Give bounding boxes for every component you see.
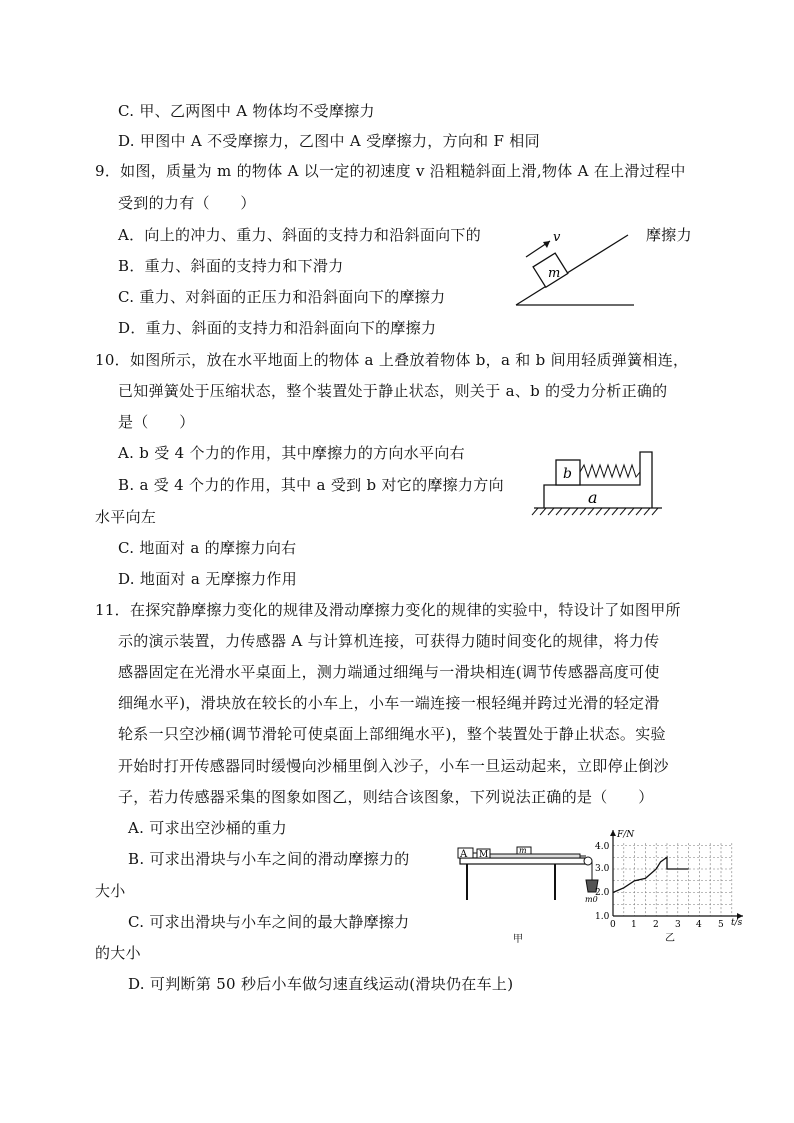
y-tick-3: 3.0	[595, 864, 610, 874]
x-tick-2: 2	[653, 920, 659, 930]
incline-slope	[516, 235, 628, 305]
cart-label: m	[519, 846, 527, 855]
q9-option-c: C. 重力、对斜面的正压力和沿斜面向下的摩擦力	[118, 288, 446, 306]
spring-figure	[530, 448, 668, 520]
bucket-label: m0	[585, 895, 598, 904]
q10-option-c: C. 地面对 a 的摩擦力向右	[118, 539, 297, 557]
block-m-label: m	[548, 266, 561, 281]
q11-stem-line1: 11．在探究静摩擦力变化的规律及滑动摩擦力变化的规律的实验中，特设计了如图甲所	[95, 601, 681, 619]
q10-option-b: B. a 受 4 个力的作用，其中 a 受到 b 对它的摩擦力方向	[118, 476, 504, 494]
x-tick-5: 5	[718, 920, 724, 930]
q8-option-d: D. 甲图中 A 不受摩擦力，乙图中 A 受摩擦力，方向和 F 相同	[118, 132, 540, 150]
y-tick-1: 1.0	[595, 912, 610, 922]
slider-label: M	[479, 850, 489, 860]
q8-option-c: C. 甲、乙两图中 A 物体均不受摩擦力	[118, 102, 375, 120]
q11-option-a: A. 可求出空沙桶的重力	[128, 819, 287, 837]
x-tick-1: 1	[631, 920, 637, 930]
q10-option-a: A. b 受 4 个力的作用，其中摩擦力的方向水平向右	[118, 444, 465, 462]
q10-stem-line2: 已知弹簧处于压缩状态，整个装置处于静止状态，则关于 a、b 的受力分析正确的	[118, 382, 668, 400]
q9-stem-line1: 9．如图，质量为 m 的物体 A 以一定的初速度 v 沿粗糙斜面上滑,物体 A 在上滑过程中	[95, 162, 686, 180]
q11-stem-line5: 轮系一只空沙桶(调节滑轮可使桌面上部细绳水平)，整个装置处于静止状态。实验	[118, 725, 666, 743]
y-tick-2: 2.0	[595, 888, 610, 898]
y-axis-label: F/N	[617, 830, 635, 840]
cart	[490, 854, 580, 858]
q9-option-b: B．重力、斜面的支持力和下滑力	[118, 257, 344, 275]
apparatus-caption: 甲	[513, 934, 523, 945]
q11-option-b-cont: 大小	[95, 882, 126, 900]
velocity-v-label: v	[553, 230, 561, 245]
spring	[580, 465, 640, 477]
force-curve-series	[613, 857, 689, 892]
q11-option-c: C. 可求出滑块与小车之间的最大静摩擦力	[128, 913, 410, 931]
force-time-graph	[593, 825, 753, 945]
y-axis-arrowhead	[610, 830, 616, 836]
y-tick-4: 4.0	[595, 842, 610, 852]
block-b-label: b	[563, 466, 572, 482]
q9-option-a-tail: 摩擦力	[646, 226, 692, 244]
q10-stem-line1: 10．如图所示，放在水平地面上的物体 a 上叠放着物体 b，a 和 b 间用轻质弹簧相连，	[95, 351, 689, 369]
q10-stem-line3: 是（ ）	[118, 413, 195, 431]
q11-stem-line7: 子，若力传感器采集的图象如图乙，则结合该图象，下列说法正确的是（ ）	[118, 788, 654, 806]
sensor-a-label: A	[460, 849, 468, 860]
q11-stem-line2: 示的演示装置，力传感器 A 与计算机连接，可获得力随时间变化的规律，将力传	[118, 632, 660, 650]
x-tick-4: 4	[696, 920, 702, 930]
incline-figure	[508, 225, 638, 310]
q11-stem-line4: 细绳水平)，滑块放在较长的小车上，小车一端连接一根轻绳并跨过光滑的轻定滑	[118, 694, 660, 712]
x-axis-label: t/s	[731, 918, 743, 928]
q11-stem-line6: 开始时打开传感器同时缓慢向沙桶里倒入沙子，小车一旦运动起来，立即停止倒沙	[118, 757, 669, 775]
q11-stem-line3: 感器固定在光滑水平桌面上，测力端通过细绳与一滑块相连(调节传感器高度可使	[118, 663, 660, 681]
graph-caption: 乙	[665, 933, 675, 944]
apparatus-figure	[455, 840, 598, 945]
x-tick-3: 3	[675, 920, 681, 930]
block-a-label: a	[588, 488, 598, 507]
q11-option-c-cont: 的大小	[95, 944, 141, 962]
graph-grid	[613, 843, 732, 916]
q11-option-b: B. 可求出滑块与小车之间的滑动摩擦力的	[128, 850, 410, 868]
pulley	[584, 857, 592, 865]
q10-option-d: D. 地面对 a 无摩擦力作用	[118, 570, 298, 588]
x-tick-0: 0	[610, 920, 616, 930]
q10-option-b-cont: 水平向左	[95, 508, 157, 526]
q11-option-d: D. 可判断第 50 秒后小车做匀速直线运动(滑块仍在车上)	[128, 975, 514, 993]
q9-option-d: D．重力、斜面的支持力和沿斜面向下的摩擦力	[118, 319, 437, 337]
ground-hatching	[532, 508, 658, 515]
q9-option-a: A．向上的冲力、重力、斜面的支持力和沿斜面向下的	[118, 226, 482, 244]
q9-stem-line2: 受到的力有（ ）	[118, 194, 256, 212]
